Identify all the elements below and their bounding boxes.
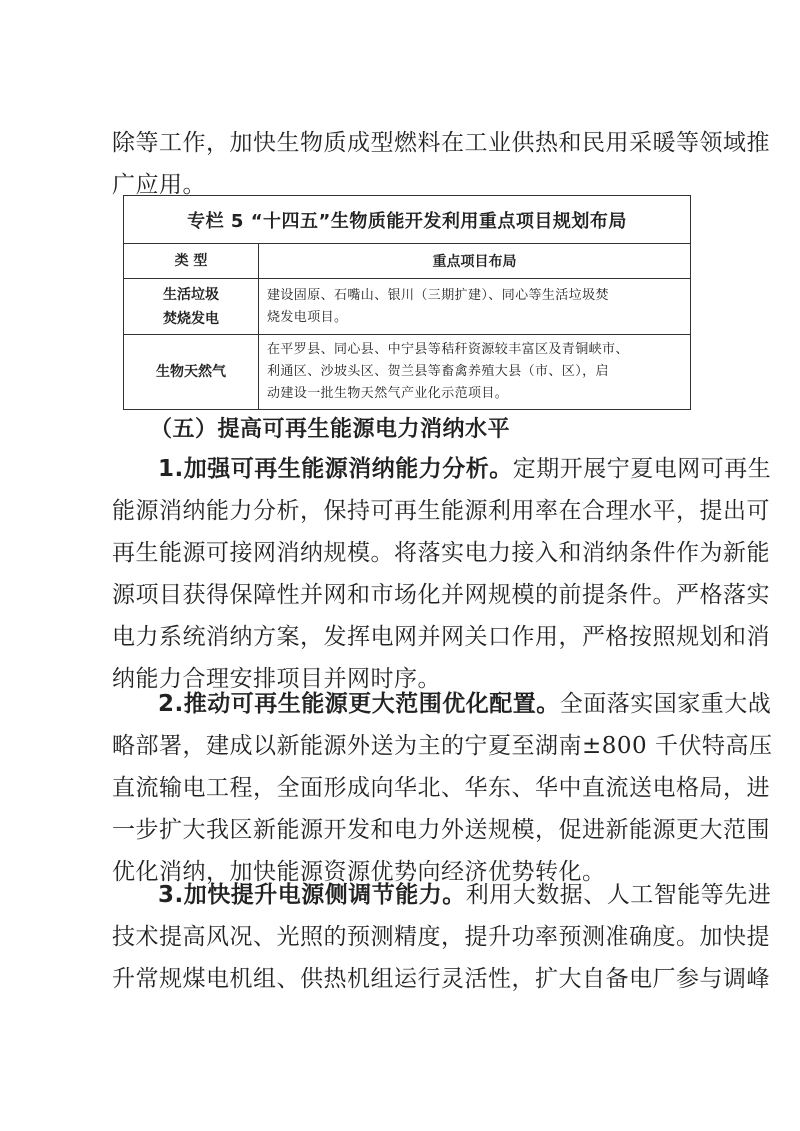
text-line — [112, 683, 772, 725]
text-line: 升常规煤电机组、供热机组运行灵活性，扩大自备电厂参与调峰 — [112, 966, 770, 992]
text-line: 源项目获得保障性并网和市场化并网规模的前提条件。严格落实 — [112, 582, 770, 608]
column-header-type: 类 型 — [124, 244, 259, 279]
column-header-layout: 重点项目布局 — [259, 244, 691, 279]
item-3-paragraph — [112, 874, 772, 1000]
text-line: 再生能源可接网消纳规模。将落实电力接入和消纳条件作为新能 — [112, 540, 770, 566]
item-title: 2.推动可再生能源更大范围优化配置。 — [158, 691, 560, 717]
row-type-cell — [124, 279, 259, 335]
content-line: 在平罗县、同心县、中宁县等秸秆资源较丰富区及青铜峡市、 — [267, 342, 629, 357]
type-line: 焚烧发电 — [163, 310, 219, 327]
type-line: 生物天然气 — [156, 364, 226, 380]
item-1-paragraph — [112, 448, 772, 700]
text-line: 能源消纳能力分析，保持可再生能源利用率在合理水平，提出可 — [112, 498, 770, 524]
table-caption: 专栏 5 “十四五”生物质能开发利用重点项目规划布局 — [124, 196, 691, 244]
section-heading: （五）提高可再生能源电力消纳水平 — [150, 417, 511, 442]
item-2-paragraph — [112, 683, 773, 893]
content-line: 动建设一批生物天然气产业化示范项目。 — [267, 386, 509, 401]
text-line: 广应用。 — [112, 172, 206, 198]
text-line: 一步扩大我区新能源开发和电力外送规模，促进新能源更大范围 — [112, 817, 770, 843]
text-line — [112, 448, 772, 490]
text-line: 技术提高风况、光照的预测精度，提升功率预测准确度。加快提 — [112, 924, 770, 950]
type-line: 生活垃圾 — [163, 286, 219, 303]
item-text: 定期开展宁夏电网可再生 — [512, 456, 772, 482]
text-line: 纳能力合理安排项目并网时序。 — [112, 666, 441, 692]
text-line: 直流输电工程，全面形成向华北、华东、华中直流送电格局，进 — [112, 775, 770, 801]
item-text: 利用大数据、人工智能等先进 — [465, 882, 772, 908]
project-layout-table — [123, 195, 691, 410]
intro-paragraph — [112, 122, 770, 206]
item-title: 3.加快提升电源侧调节能力。 — [158, 882, 466, 908]
content-line: 建设固原、石嘴山、银川（三期扩建）、同心等生活垃圾焚 — [267, 287, 609, 303]
text-line: 除等工作，加快生物质成型燃料在工业供热和民用采暖等领域推 — [112, 130, 770, 156]
row-content-cell — [259, 279, 691, 335]
item-title: 1.加强可再生能源消纳能力分析。 — [158, 456, 513, 482]
row-content-cell — [259, 335, 691, 410]
row-type-cell — [124, 335, 259, 410]
text-line: 优化消纳，加快能源资源优势向经济优势转化。 — [112, 859, 606, 885]
text-line: 略部署，建成以新能源外送为主的宁夏至湖南±800 千伏特高压 — [112, 733, 773, 759]
table-row — [124, 279, 691, 335]
text-line — [112, 874, 772, 916]
item-text: 全面落实国家重大战 — [559, 691, 772, 717]
table-row — [124, 335, 691, 410]
text-line: 电力系统消纳方案，发挥电网并网关口作用，严格按照规划和消 — [112, 624, 770, 650]
content-line: 利通区、沙坡头区、贺兰县等畜禽养殖大县（市、区），启 — [267, 364, 609, 379]
content-line: 烧发电项目。 — [267, 309, 348, 325]
